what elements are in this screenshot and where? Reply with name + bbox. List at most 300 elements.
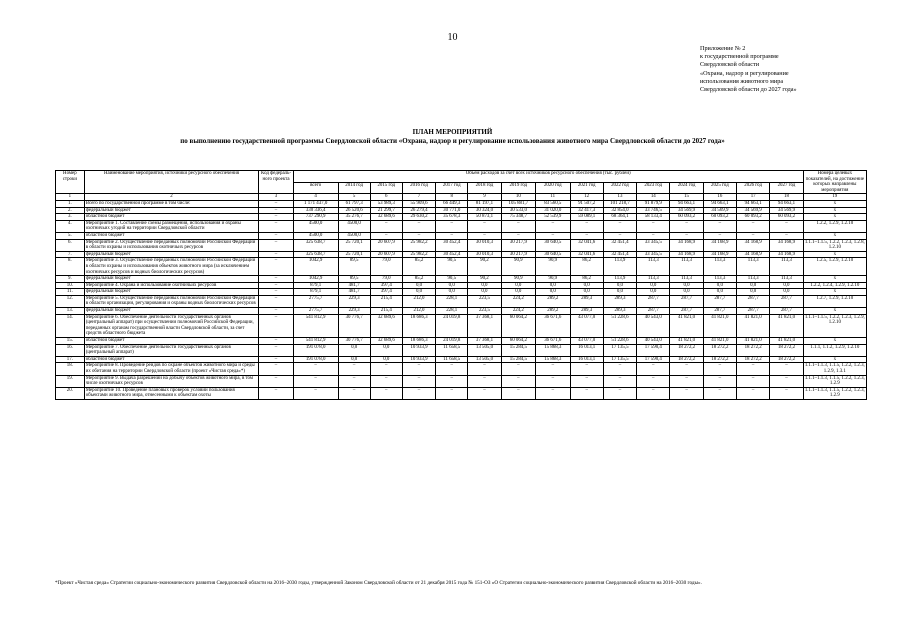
header-column-number: 14 xyxy=(637,194,670,201)
table-row xyxy=(56,387,867,399)
row-year-value: – xyxy=(436,375,468,387)
header-total: всего xyxy=(293,182,338,194)
row-year-value: 0,0 xyxy=(703,289,736,296)
row-targets: 1.1.1, 1.1.2, 1.2.9, 1.2.10 xyxy=(803,344,866,356)
row-year-value: – xyxy=(637,232,670,239)
row-total: 879,1 xyxy=(293,289,338,296)
row-year-value: 113,3 xyxy=(737,258,770,276)
row-year-value: 113,3 xyxy=(770,276,803,283)
row-year-value: – xyxy=(570,375,603,387)
row-targets: 1.2.2, 1.2.4, 1.2.9, 1.2.10 xyxy=(803,282,866,289)
row-year-value: – xyxy=(637,375,670,387)
row-year-value: 287,7 xyxy=(670,308,703,315)
title-line-2: по выполнению государственной программы Свердловской области «Охрана, надзор и регулирование использования животного мира Свердловской области до 2027 года» xyxy=(180,137,725,145)
row-year-value: 287,7 xyxy=(770,295,803,307)
row-year-value: – xyxy=(370,220,402,232)
row-year-value: 397,4 xyxy=(370,282,402,289)
row-year-value: – xyxy=(501,220,535,232)
row-year-value: – xyxy=(436,387,468,399)
row-year-value: 113,3 xyxy=(637,276,670,283)
row-code: – xyxy=(259,308,293,315)
header-num: Номер строки xyxy=(56,171,85,194)
row-code: – xyxy=(259,207,293,214)
row-year-value: 94 663,1 xyxy=(737,200,770,207)
row-year-value: 25 982,2 xyxy=(402,239,435,251)
table-row xyxy=(56,232,867,239)
row-year-value: – xyxy=(770,220,803,232)
row-year-value: 0,0 xyxy=(501,289,535,296)
row-year-value: – xyxy=(603,375,636,387)
header-column-number: 15 xyxy=(670,194,703,201)
header-column-number: 1 xyxy=(56,194,85,201)
row-total: 4500,0 xyxy=(293,220,338,232)
row-year-value: 289,2 xyxy=(536,308,570,315)
row-year-value: 18 686,3 xyxy=(402,338,435,345)
row-targets: 1.1.1–1.1.3, 1.1.5, 1.2.2, 1.2.3, 1.2.9 xyxy=(804,387,865,399)
row-targets: 1.2.2, 1.2.9, 1.2.10 xyxy=(803,220,866,232)
appendix-line: к государственной программе xyxy=(700,53,779,61)
row-year-value: – xyxy=(770,375,803,387)
row-year-value: 75 348,7 xyxy=(501,214,535,221)
row-year-value: – xyxy=(570,387,603,399)
row-year-value: 32 041,6 xyxy=(570,239,603,251)
table-row xyxy=(56,282,867,289)
row-year-value: 32 451,4 xyxy=(603,251,636,258)
row-total: 2775,7 xyxy=(293,295,338,307)
row-total: 330 336,4 xyxy=(293,207,338,214)
row-code: – xyxy=(259,295,293,307)
appendix-line: Свердловской области xyxy=(700,61,760,69)
row-year-value: 60 093,2 xyxy=(737,214,770,221)
row-year-value: – xyxy=(703,375,736,387)
row-year-value: 0,0 xyxy=(737,282,770,289)
row-targets: х xyxy=(803,232,866,239)
row-year-value: 33 746,5 xyxy=(637,207,670,214)
header-year: 2023 год xyxy=(637,182,670,194)
header-column-number: 3 xyxy=(259,194,293,201)
row-year-value: – xyxy=(737,375,770,387)
row-year-value: – xyxy=(703,232,736,239)
row-targets: 1.1.1–1.1.5, 1.2.2, 1.2.3, 1.2.9, 1.2.10 xyxy=(803,314,866,337)
header-column-number: 2 xyxy=(84,194,259,201)
row-year-value: 113,3 xyxy=(703,276,736,283)
row-year-value: 0,0 xyxy=(370,344,402,356)
row-year-value: 13 505,0 xyxy=(468,344,501,356)
row-year-value: – xyxy=(468,232,501,239)
row-number: 8. xyxy=(56,258,85,276)
row-year-value: 0,0 xyxy=(570,289,603,296)
row-year-value: – xyxy=(468,363,501,375)
row-year-value: – xyxy=(570,363,603,375)
row-year-value: – xyxy=(603,363,636,375)
row-year-value: 15 868,3 xyxy=(536,344,570,356)
row-year-value: 41 821,0 xyxy=(737,338,770,345)
header-row xyxy=(56,171,867,183)
row-year-value: – xyxy=(436,232,468,239)
row-year-value: 90,9 xyxy=(536,276,570,283)
row-number: 4. xyxy=(56,220,85,232)
row-year-value: 37 368,1 xyxy=(468,314,501,337)
header-year: 2020 год xyxy=(536,182,570,194)
row-year-value: 43 077,0 xyxy=(570,338,603,345)
row-targets: х xyxy=(803,214,866,221)
header-code: Код федераль-ного проекта xyxy=(259,171,293,194)
row-code: – xyxy=(259,282,293,289)
row-year-value: 91 879,9 xyxy=(637,200,670,207)
row-year-value: – xyxy=(536,232,570,239)
header-year: 2024 год xyxy=(670,182,703,194)
row-year-value: 25 982,2 xyxy=(402,251,435,258)
row-year-value: 0,0 xyxy=(436,289,468,296)
row-targets: х xyxy=(803,289,866,296)
row-year-value: 41 821,0 xyxy=(770,338,803,345)
row-year-value: – xyxy=(338,375,370,387)
row-year-value: 10 933,9 xyxy=(402,356,435,363)
row-targets: 1.1.1–1.1.5, 1.2.2, 1.2.3, 1.2.8, 1.2.10 xyxy=(804,239,865,251)
row-year-value: 66 449,3 xyxy=(436,200,468,207)
row-year-value: 0,0 xyxy=(703,282,736,289)
row-code: – xyxy=(259,314,293,337)
row-year-value: 18 272,2 xyxy=(770,344,803,356)
header-column-number: 8 xyxy=(436,194,468,201)
header-year: 2017 год xyxy=(436,182,468,194)
row-year-value: 58 133,4 xyxy=(637,214,670,221)
row-year-value: 287,7 xyxy=(637,295,670,307)
header-year: 2016 год xyxy=(402,182,435,194)
row-year-value: 0,0 xyxy=(737,289,770,296)
header-column-number: 12 xyxy=(570,194,603,201)
row-year-value: 18 272,2 xyxy=(737,356,770,363)
row-year-value: 30 324,0 xyxy=(468,207,501,214)
page-number: 10 xyxy=(447,32,458,43)
row-year-value: 60 093,2 xyxy=(670,214,703,221)
row-number: 2. xyxy=(56,207,85,214)
row-year-value: 30 452,4 xyxy=(436,239,468,251)
row-year-value: 91 507,2 xyxy=(570,200,603,207)
row-year-value: – xyxy=(703,220,736,232)
row-year-value: – xyxy=(402,375,435,387)
row-year-value: 113,3 xyxy=(637,258,670,276)
table-row xyxy=(56,308,867,315)
row-year-value: 32 854,0 xyxy=(603,207,636,214)
appendix-line: Свердловской области до 2027 года» xyxy=(700,86,797,94)
row-year-value: 0,0 xyxy=(370,356,402,363)
row-year-value: 85,2 xyxy=(402,276,435,283)
row-total: 737 290,9 xyxy=(293,214,338,221)
row-year-value: 15 284,5 xyxy=(501,344,535,356)
row-year-value: – xyxy=(603,232,636,239)
row-year-value: 287,7 xyxy=(703,308,736,315)
header-column-number: 18 xyxy=(770,194,803,201)
row-year-value: 61 797,3 xyxy=(338,200,370,207)
row-year-value: 215,4 xyxy=(370,308,402,315)
row-year-value: 41 821,0 xyxy=(737,314,770,337)
table-row xyxy=(56,289,867,296)
header-targets: Номера целевых показателей, на достижение которых направлены мероприятия xyxy=(803,171,866,194)
row-year-value: – xyxy=(570,232,603,239)
row-number: 16. xyxy=(56,344,85,356)
row-year-value: – xyxy=(436,220,468,232)
row-year-value: 0,0 xyxy=(770,282,803,289)
header-year: 2021 год xyxy=(570,182,603,194)
row-year-value: 481,7 xyxy=(338,289,370,296)
row-total: 541 812,9 xyxy=(293,314,338,337)
header-column-number: 16 xyxy=(703,194,736,201)
row-name: Мероприятие 1. Составление схемы размещения, использования и охраны охотничьих угодий на территории Свердловской области xyxy=(84,220,259,232)
row-year-value: – xyxy=(670,387,703,399)
row-year-value: 289,3 xyxy=(570,308,603,315)
row-year-value: 4500,0 xyxy=(338,220,370,232)
row-year-value: 30 640,5 xyxy=(536,239,570,251)
row-year-value: 18 272,2 xyxy=(703,356,736,363)
row-code: – xyxy=(259,387,293,399)
row-year-value: 113,3 xyxy=(670,258,703,276)
row-year-value: 287,7 xyxy=(770,308,803,315)
row-year-value: 36 671,6 xyxy=(536,338,570,345)
row-year-value: 50 873,1 xyxy=(468,214,501,221)
row-year-value: 30 010,3 xyxy=(468,239,501,251)
row-code: – xyxy=(259,338,293,345)
row-number: 7. xyxy=(56,251,85,258)
row-year-value: 223,5 xyxy=(468,308,501,315)
row-year-value: – xyxy=(770,387,803,399)
row-number: 11. xyxy=(56,289,85,296)
row-targets: х xyxy=(803,356,866,363)
row-year-value: – xyxy=(338,363,370,375)
row-year-value: – xyxy=(737,220,770,232)
row-year-value: 0,0 xyxy=(501,282,535,289)
row-year-value: – xyxy=(338,387,370,399)
row-year-value: 0,0 xyxy=(402,289,435,296)
row-total: 879,1 xyxy=(293,282,338,289)
row-name: областной бюджет xyxy=(84,232,259,239)
row-year-value: 16 013,1 xyxy=(570,356,603,363)
row-total: 1042,9 xyxy=(293,258,338,276)
row-year-value: 287,7 xyxy=(670,295,703,307)
row-number: 20. xyxy=(56,387,85,399)
table-row xyxy=(56,258,867,276)
row-year-value: 30 640,5 xyxy=(536,251,570,258)
row-year-value: 0,0 xyxy=(468,282,501,289)
row-year-value: – xyxy=(637,363,670,375)
row-total: 325 638,7 xyxy=(293,239,338,251)
row-year-value: 17 590,4 xyxy=(637,344,670,356)
row-year-value: 59 089,1 xyxy=(570,214,603,221)
header-year: 2019 год xyxy=(501,182,535,194)
row-year-value: 41 821,0 xyxy=(703,314,736,337)
row-year-value: 215,4 xyxy=(370,295,402,307)
row-year-value: 287,7 xyxy=(703,295,736,307)
row-year-value: 289,3 xyxy=(570,295,603,307)
row-targets: х xyxy=(803,200,866,207)
row-year-value: 34 168,9 xyxy=(670,239,703,251)
row-year-value: – xyxy=(501,387,535,399)
row-name: Мероприятие 8. Проведение рейдов по охране объектов животного мира и среды их обитания на территории Свердловской области (проект «Чистая среда»*) xyxy=(84,363,259,375)
row-targets: х xyxy=(803,251,866,258)
row-name: Мероприятие 3. Осуществление переданных полномочий Российской Федерации в области охраны и использования объектов животного мира (за исключением охотничьих ресурсов и водных биологических ресурсов) xyxy=(84,258,259,276)
row-number: 18. xyxy=(56,363,85,375)
row-year-value: 89,5 xyxy=(338,276,370,283)
row-code: – xyxy=(259,220,293,232)
title-line-1: ПЛАН МЕРОПРИЯТИЙ xyxy=(412,128,493,136)
row-year-value: 224,2 xyxy=(501,308,535,315)
row-number: 1. xyxy=(56,200,85,207)
table-row xyxy=(56,200,867,207)
row-year-value: 40 543,0 xyxy=(637,314,670,337)
row-year-value: 287,7 xyxy=(637,308,670,315)
row-year-value: 30 452,4 xyxy=(436,251,468,258)
row-year-value: – xyxy=(536,375,570,387)
row-year-value: 60 093,2 xyxy=(703,214,736,221)
row-year-value: – xyxy=(468,220,501,232)
row-name: федеральный бюджет xyxy=(84,289,259,296)
row-code: – xyxy=(259,344,293,356)
row-number: 14. xyxy=(56,314,85,337)
row-year-value: 289,2 xyxy=(536,295,570,307)
row-year-value: 34 168,9 xyxy=(703,251,736,258)
table-row xyxy=(56,356,867,363)
row-code: – xyxy=(259,232,293,239)
row-year-value: 0,0 xyxy=(670,282,703,289)
header-year: 2027 год xyxy=(770,182,803,194)
row-year-value: 15 868,3 xyxy=(536,356,570,363)
row-year-value: 41 821,0 xyxy=(770,314,803,337)
row-year-value: 90,2 xyxy=(468,258,501,276)
header-column-number: 9 xyxy=(468,194,501,201)
row-year-value: 60 093,2 xyxy=(770,214,803,221)
header-column-number: 5 xyxy=(338,194,370,201)
row-year-value: 86,2 xyxy=(570,276,603,283)
row-year-value: 32 041,6 xyxy=(570,251,603,258)
row-total: 541 812,9 xyxy=(293,338,338,345)
row-code: – xyxy=(259,214,293,221)
table-row xyxy=(56,214,867,221)
row-year-value: 34 569,9 xyxy=(670,207,703,214)
table-row xyxy=(56,276,867,283)
row-code: – xyxy=(259,356,293,363)
row-year-value: 101 218,7 xyxy=(603,200,636,207)
row-year-value: 289,3 xyxy=(603,308,636,315)
row-number: 19. xyxy=(56,375,85,387)
header-column-number: 17 xyxy=(737,194,770,201)
row-year-value: – xyxy=(536,363,570,375)
row-year-value: 51 228,6 xyxy=(603,338,636,345)
row-code: – xyxy=(259,258,293,276)
table-row xyxy=(56,344,867,356)
row-year-value: 40 543,0 xyxy=(637,338,670,345)
row-year-value: 37 368,1 xyxy=(468,338,501,345)
table-row xyxy=(56,207,867,214)
row-total: 325 638,7 xyxy=(293,251,338,258)
row-name: Мероприятие 5. Осуществление переданных полномочий Российской Федерации в области организации, регулирования и охраны водных биологических ресурсов xyxy=(84,295,259,307)
row-name: Всего по государственной программе в том числе: xyxy=(84,200,259,207)
header-column-number: 4 xyxy=(293,194,338,201)
row-year-value: 94 663,1 xyxy=(670,200,703,207)
row-year-value: 113,9 xyxy=(603,276,636,283)
row-year-value: 34 569,9 xyxy=(737,207,770,214)
row-name: федеральный бюджет xyxy=(84,276,259,283)
row-year-value: 94 663,1 xyxy=(770,200,803,207)
row-year-value: 228,1 xyxy=(436,295,468,307)
row-year-value: 25 720,1 xyxy=(338,239,370,251)
row-year-value: – xyxy=(670,220,703,232)
row-targets: х xyxy=(803,308,866,315)
row-code: – xyxy=(259,289,293,296)
row-year-value: 30 771,0 xyxy=(436,207,468,214)
row-name: Мероприятие 4. Охрана и использование охотничьих ресурсов xyxy=(84,282,259,289)
row-year-value: 68 364,1 xyxy=(603,214,636,221)
row-year-value: 17 135,5 xyxy=(603,344,636,356)
header-column-number: 13 xyxy=(603,194,636,201)
row-year-value: 20 607,9 xyxy=(370,251,402,258)
row-year-value: 0,0 xyxy=(402,282,435,289)
row-year-value: – xyxy=(703,363,736,375)
table-row xyxy=(56,363,867,375)
row-year-value: – xyxy=(402,232,435,239)
footnote: *Проект «Чистая среда» Стратегии социально-экономического развития Свердловской области на 2016–2030 годы, утвержденной Законом Свердловской области от 21 декабря 2015 года № 151-ОЗ «О Стратегии социально-экономического развития Свердловской области на 2016–2030 годы». xyxy=(55,580,702,586)
header-column-number: 6 xyxy=(370,194,402,201)
row-year-value: 32 689,6 xyxy=(370,214,402,221)
row-year-value: 0,0 xyxy=(436,282,468,289)
row-total: 1042,9 xyxy=(293,276,338,283)
table-row xyxy=(56,220,867,232)
row-year-value: 18 272,2 xyxy=(770,356,803,363)
row-year-value: – xyxy=(402,387,435,399)
row-year-value: 34 569,9 xyxy=(703,207,736,214)
row-year-value: – xyxy=(536,387,570,399)
row-year-value: 34 168,9 xyxy=(770,239,803,251)
row-year-value: – xyxy=(402,220,435,232)
row-year-value: 0,0 xyxy=(338,356,370,363)
row-targets: х xyxy=(803,207,866,214)
row-year-value: 36 671,6 xyxy=(536,314,570,337)
row-targets: 1.1.1–1.1.3, 1.1.5, 1.2.2, 1.2.3, 1.2.9 xyxy=(804,375,865,387)
row-targets: 1.1.1–1.1.3, 1.1.5, 1.2.2, 1.2.3, 1.2.9, 1.3.1 xyxy=(804,363,865,374)
row-year-value: 16 013,1 xyxy=(570,344,603,356)
row-year-value: 90,2 xyxy=(468,276,501,283)
row-year-value: – xyxy=(501,375,535,387)
header-column-number: 19 xyxy=(803,194,866,201)
row-year-value: 11 658,5 xyxy=(436,344,468,356)
row-year-value: 26 520,6 xyxy=(338,207,370,214)
row-year-value: 17 135,5 xyxy=(603,356,636,363)
row-year-value: 34 168,9 xyxy=(737,239,770,251)
row-year-value: 20 607,9 xyxy=(370,239,402,251)
row-year-value: 86,2 xyxy=(570,258,603,276)
row-year-value: 18 272,2 xyxy=(703,344,736,356)
row-year-value: 18 272,2 xyxy=(670,344,703,356)
row-code: – xyxy=(259,239,293,251)
header-year: 2015 год xyxy=(370,182,402,194)
row-year-value: 79,0 xyxy=(370,276,402,283)
row-year-value: 90,5 xyxy=(436,258,468,276)
row-year-value: – xyxy=(637,387,670,399)
row-year-value: – xyxy=(603,220,636,232)
row-year-value: – xyxy=(436,363,468,375)
row-number: 6. xyxy=(56,239,85,251)
row-code: – xyxy=(259,200,293,207)
row-year-value: 4500,0 xyxy=(338,232,370,239)
row-name: областной бюджет xyxy=(84,338,259,345)
row-year-value: – xyxy=(670,375,703,387)
row-year-value: 13 505,0 xyxy=(468,356,501,363)
table-row xyxy=(56,314,867,337)
header-column-number: 7 xyxy=(402,194,435,201)
row-year-value: 60 064,2 xyxy=(501,314,535,337)
row-year-value: 105 881,7 xyxy=(501,200,535,207)
row-year-value: 0,0 xyxy=(670,289,703,296)
row-year-value: – xyxy=(603,387,636,399)
